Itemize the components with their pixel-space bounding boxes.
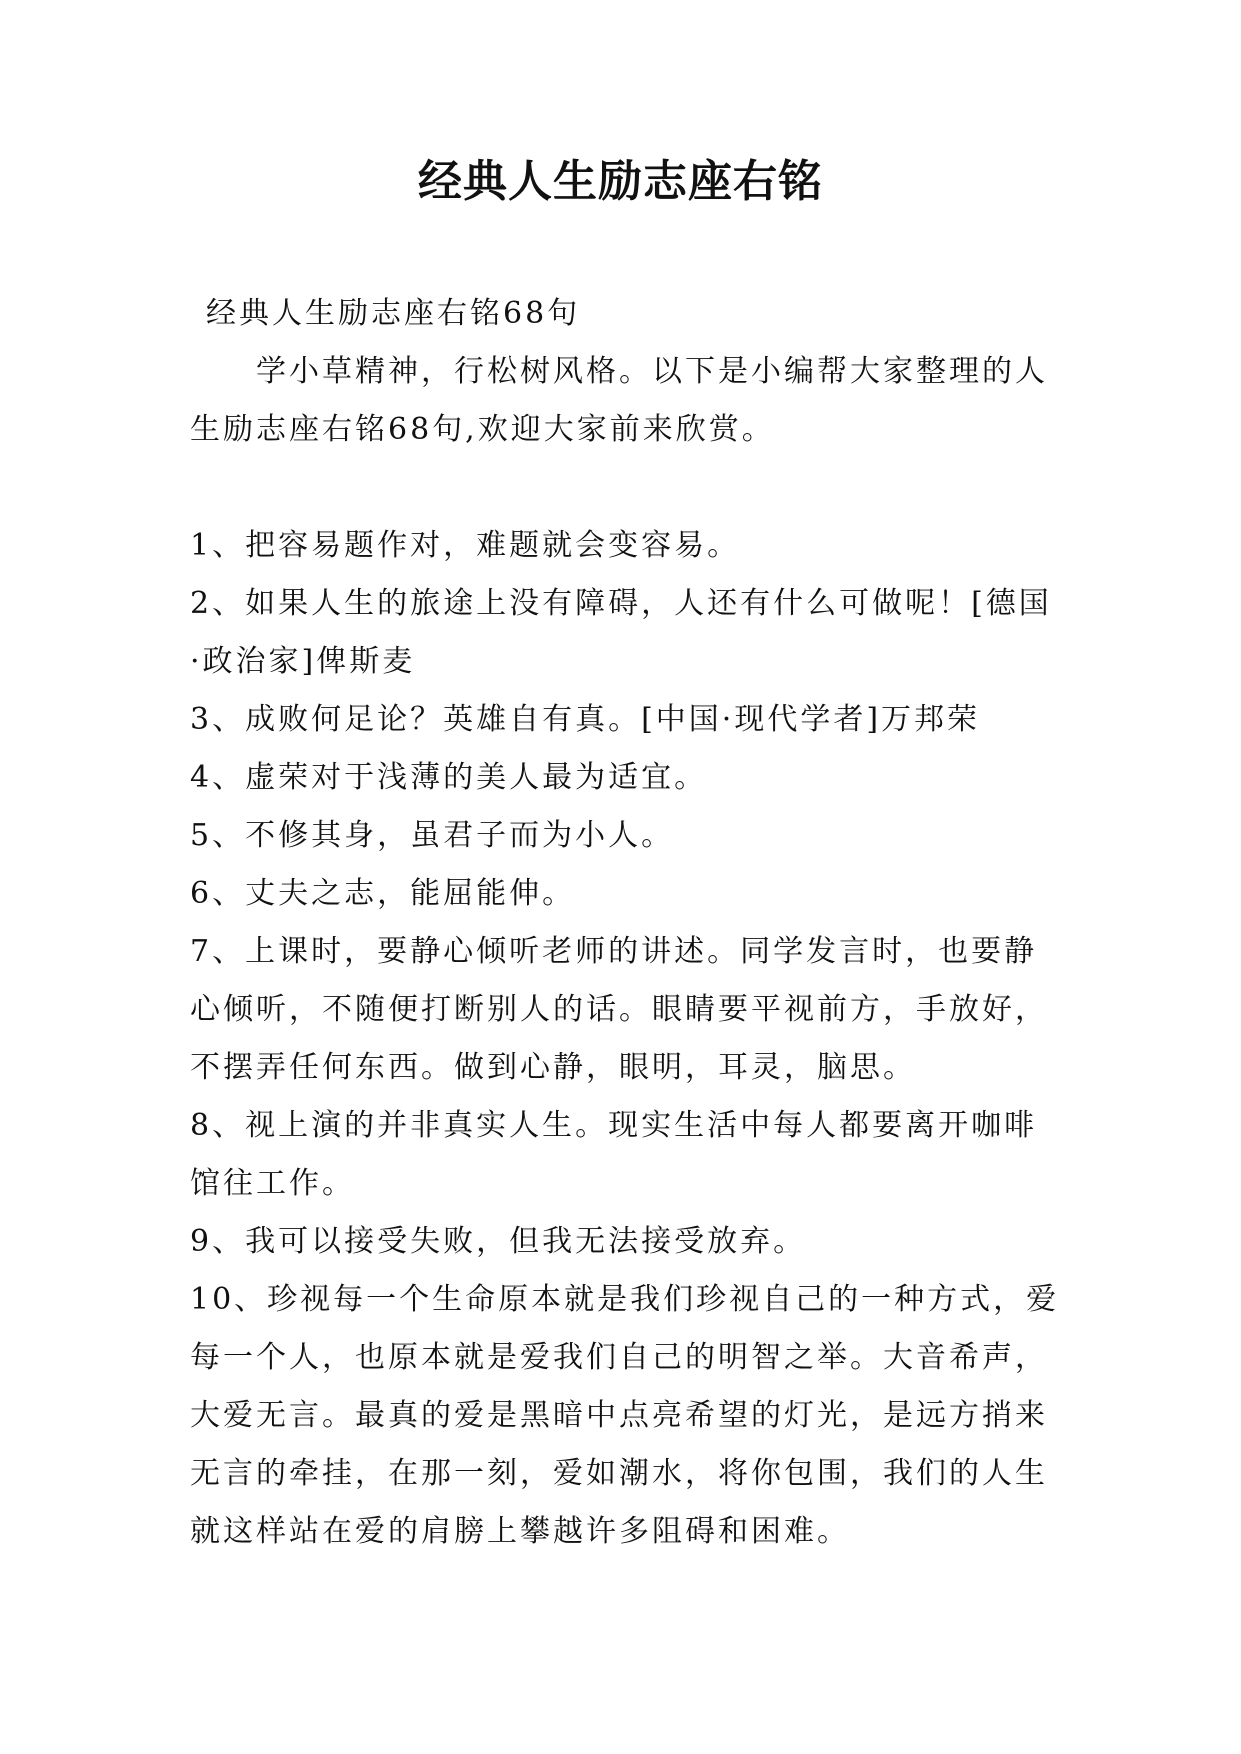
- document-subtitle: 经典人生励志座右铭68句: [206, 296, 581, 331]
- motto-list: [190, 517, 1060, 1561]
- list-item: 8、视上演的并非真实人生。现实生活中每人都要离开咖啡馆往工作。: [190, 1108, 1038, 1201]
- document-title: 经典人生励志座右铭: [418, 156, 823, 207]
- list-item: 10、珍视每一个生命原本就是我们珍视自己的一种方式，爱每一个人，也原本就是爱我们自己的明智之举。大音希声，大爱无言。最真的爱是黑暗中点亮希望的灯光，是远方捎来无言的牵挂，在那一刻，爱如潮水，将你包围，我们的人生就这样站在爱的肩膀上攀越许多阻碍和困难。: [190, 1282, 1060, 1549]
- list-item: 2、如果人生的旅途上没有障碍，人还有什么可做呢！[德国·政治家]俾斯麦: [190, 586, 1052, 679]
- list-item: 5、不修其身，虽君子而为小人。: [190, 818, 675, 853]
- list-item: 3、成败何足论？英雄自有真。[中国·现代学者]万邦荣: [190, 702, 981, 737]
- paragraph-spacer: [190, 459, 1060, 517]
- document-body: [190, 285, 1060, 1561]
- intro-paragraph: 学小草精神，行松树风格。以下是小编帮大家整理的人生励志座右铭68句,欢迎大家前来欣赏。: [190, 354, 1048, 447]
- list-item: 4、虚荣对于浅薄的美人最为适宜。: [190, 760, 708, 795]
- list-item: 1、把容易题作对，难题就会变容易。: [190, 528, 741, 563]
- list-item: 9、我可以接受失败，但我无法接受放弃。: [190, 1224, 807, 1259]
- list-item: 7、上课时，要静心倾听老师的讲述。同学发言时，也要静心倾听，不随便打断别人的话。眼睛要平视前方，手放好，不摆弄任何东西。做到心静，眼明，耳灵，脑思。: [190, 934, 1048, 1085]
- list-item: 6、丈夫之志，能屈能伸。: [190, 876, 576, 911]
